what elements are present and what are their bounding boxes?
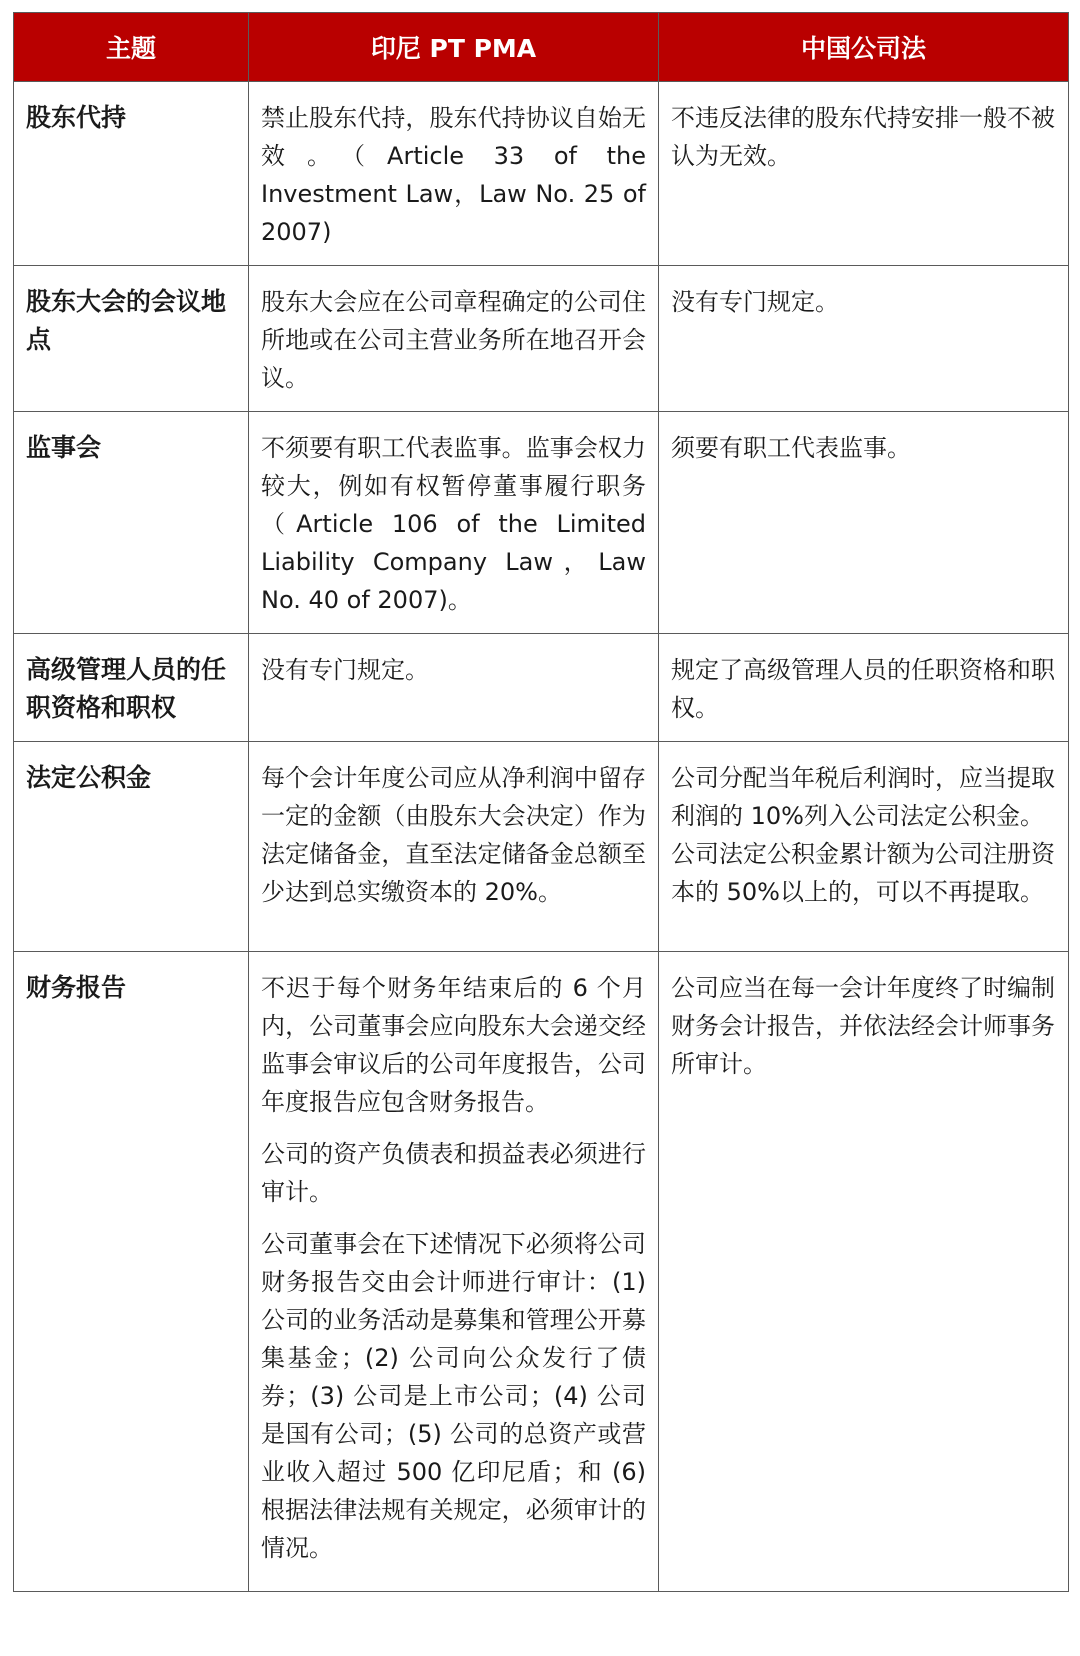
row-indonesia: [249, 266, 659, 412]
indonesia-paragraph: 公司董事会在下述情况下必须将公司财务报告交由会计师进行审计：(1) 公司的业务活动是募集和管理公开募集基金；(2) 公司向公众发行了债券；(3) 公司是上市公司；(4) 公司是国有公司；(5) 公司的总资产或营业收入超过 500 亿印尼盾；和 (6) 根据法律法规有关规定，必须审计的情况。: [261, 1230, 646, 1562]
row-china: 规定了高级管理人员的任职资格和职权。: [659, 634, 1069, 742]
row-topic: 财务报告: [14, 952, 249, 1592]
row-indonesia: [249, 952, 659, 1592]
header-china: 中国公司法: [659, 13, 1069, 82]
indonesia-paragraph: 不迟于每个财务年结束后的 6 个月内，公司董事会应向股东大会递交经监事会审议后的公司年度报告，公司年度报告应包含财务报告。: [261, 974, 646, 1116]
table-row: [14, 82, 1069, 266]
row-indonesia: [249, 634, 659, 742]
indonesia-paragraph: 不须要有职工代表监事。监事会权力较大，例如有权暂停董事履行职务（Article 106 of the Limited Liability Company Law，Law No. 40 of 2007)。: [261, 434, 646, 614]
row-china: 须要有职工代表监事。: [659, 412, 1069, 634]
indonesia-paragraph: 股东大会应在公司章程确定的公司住所地或在公司主营业务所在地召开会议。: [261, 288, 646, 392]
row-topic: 股东大会的会议地点: [14, 266, 249, 412]
table-row: [14, 266, 1069, 412]
row-topic: 股东代持: [14, 82, 249, 266]
row-china: 公司应当在每一会计年度终了时编制财务会计报告，并依法经会计师事务所审计。: [659, 952, 1069, 1592]
row-topic: 高级管理人员的任职资格和职权: [14, 634, 249, 742]
row-topic: 法定公积金: [14, 742, 249, 952]
table-row: [14, 952, 1069, 1592]
indonesia-paragraph: 没有专门规定。: [261, 656, 429, 684]
row-indonesia: [249, 82, 659, 266]
table-row: [14, 634, 1069, 742]
row-topic: 监事会: [14, 412, 249, 634]
comparison-table: [13, 12, 1069, 1592]
row-china: 公司分配当年税后利润时，应当提取利润的 10%列入公司法定公积金。公司法定公积金累计额为公司注册资本的 50%以上的，可以不再提取。: [659, 742, 1069, 952]
table-row: [14, 742, 1069, 952]
row-china: 不违反法律的股东代持安排一般不被认为无效。: [659, 82, 1069, 266]
indonesia-paragraph: 每个会计年度公司应从净利润中留存一定的金额（由股东大会决定）作为法定储备金，直至法定储备金总额至少达到总实缴资本的 20%。: [261, 764, 646, 906]
row-indonesia: [249, 412, 659, 634]
header-topic: 主题: [14, 13, 249, 82]
header-indonesia: 印尼 PT PMA: [249, 13, 659, 82]
header-row: [14, 13, 1069, 82]
row-indonesia: [249, 742, 659, 952]
indonesia-paragraph: 禁止股东代持，股东代持协议自始无效。（Article 33 of the Investment Law，Law No. 25 of 2007): [261, 104, 646, 246]
row-china: 没有专门规定。: [659, 266, 1069, 412]
table-row: [14, 412, 1069, 634]
indonesia-paragraph: 公司的资产负债表和损益表必须进行审计。: [261, 1140, 646, 1206]
